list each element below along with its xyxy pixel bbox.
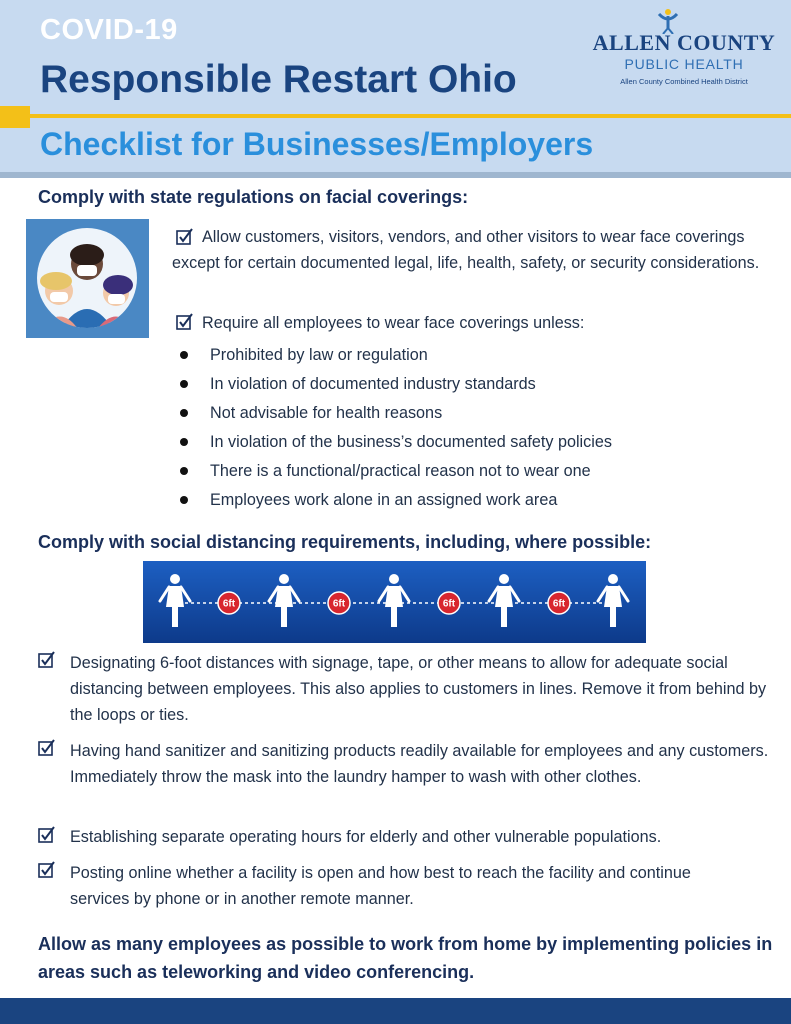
six-feet-distancing-banner [143,561,646,643]
bullet-icon [180,438,188,446]
distancing-item-online: Posting online whether a facility is open and how best to reach the facility and continue services by phone or in another remote manner. [70,864,691,908]
logo-name: ALLEN COUNTY [592,30,776,55]
checkbox-icon [38,826,55,843]
checkbox-icon [38,651,55,668]
allen-county-logo [584,10,784,102]
bullet-icon [180,467,188,475]
header-bottom-rule [0,172,791,178]
distancing-item-hours: Establishing separate operating hours for elderly and other vulnerable populations. [70,828,662,846]
exception-item: Not advisable for health reasons [210,404,443,422]
masked-people-image [26,219,149,338]
logo-subname: PUBLIC HEALTH [624,56,744,72]
six-ft-label: 6ft [552,598,566,610]
header-banner [0,0,791,178]
bullet-icon [180,380,188,388]
distancing-item-sanitizer: Having hand sanitizer and sanitizing products readily available for employees and any customers. Immediately throw the mask into the laundry hamper to wash with other clothes. [70,742,769,786]
closing-statement: Allow as many employees as possible to work from home by implementing policies in areas such as teleworking and video conferencing. [38,934,773,982]
footer-bar [0,998,791,1024]
gold-tab [0,106,30,128]
facial-item-employees: Require all employees to wear face coverings unless: [202,314,585,332]
checkbox-icon [176,313,193,330]
page-title: Responsible Restart Ohio [40,58,517,101]
six-ft-label: 6ft [332,598,346,610]
facial-item-customers: Allow customers, visitors, vendors, and other visitors to wear face coverings except for certain documented legal, life, health, safety, or security considerations. [172,228,760,272]
exception-item: Prohibited by law or regulation [210,346,428,364]
bullet-icon [180,409,188,417]
facial-coverings-heading: Comply with state regulations on facial coverings: [38,187,469,207]
exception-item: In violation of the business’s documented safety policies [210,433,612,451]
logo-district: Allen County Combined Health District [620,77,748,86]
six-ft-label: 6ft [442,598,456,610]
bullet-icon [180,351,188,359]
checkbox-icon [38,861,55,878]
gold-divider [30,114,791,118]
exception-item: Employees work alone in an assigned work area [210,491,558,509]
social-distancing-heading: Comply with social distancing requirements, including, where possible: [38,532,652,552]
six-ft-label: 6ft [222,598,236,610]
page-subtitle: Checklist for Businesses/Employers [40,126,594,162]
exception-item: There is a functional/practical reason not to wear one [210,462,591,480]
distancing-item-signage: Designating 6-foot distances with signage, tape, or other means to allow for adequate social distancing between employees. This also applies to customers in lines. Remove it from behind by the loops or ties. [70,654,767,724]
checkbox-icon [38,739,55,756]
header-overline: COVID-19 [40,14,178,46]
bullet-icon [180,496,188,504]
exception-item: In violation of documented industry standards [210,375,536,393]
